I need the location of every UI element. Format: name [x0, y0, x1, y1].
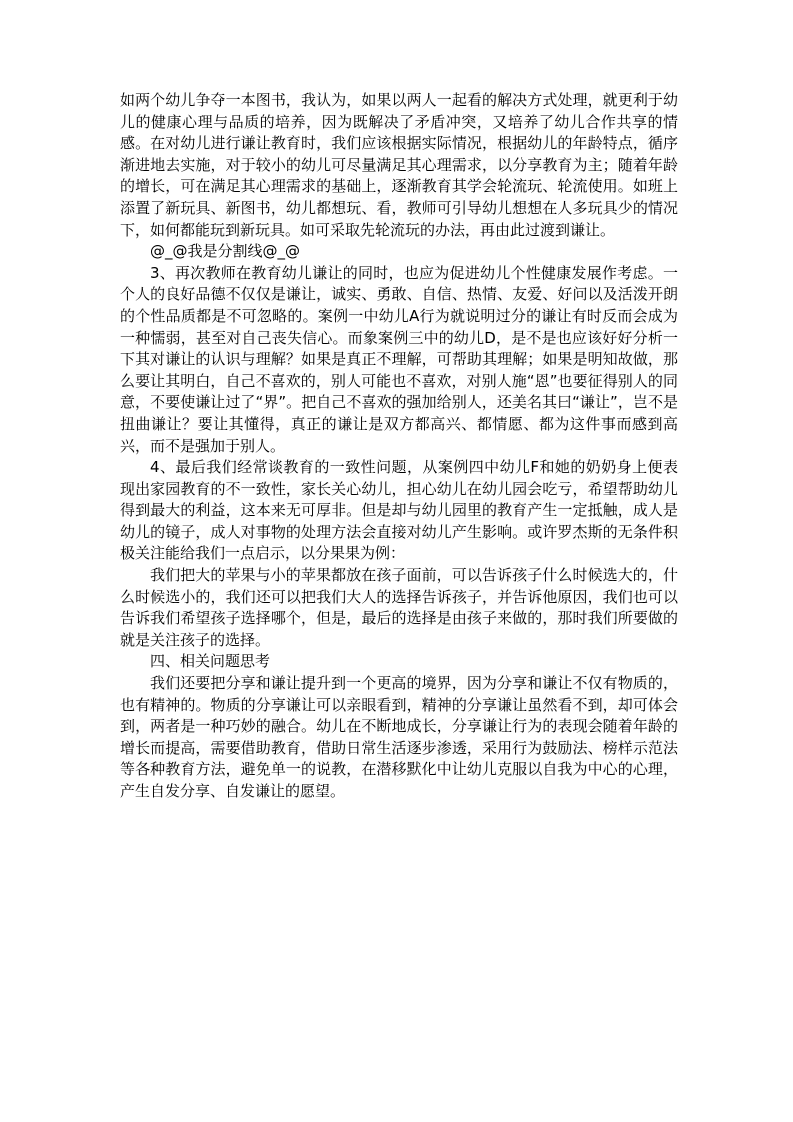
paragraph-point-3: 3、再次教师在教育幼儿谦让的同时，也应为促进幼儿个性健康发展作考虑。一个人的良好品德不仅仅是谦让，诚实、勇敢、自信、热情、友爱、好问以及活泼开朗的个性品质都是不可忽略的。案例一中幼儿A行为就说明过分的谦让有时反而会成为一种懦弱，甚至对自己丧失信心。而象案例三中的幼儿D，是不是也应该好好分析一下其对谦让的认识与理解？如果是真正不理解，可帮助其理解；如果是明知故做，那么要让其明白，自己不喜欢的，别人可能也不喜欢，对别人施“恩”也要征得别人的同意，不要使谦让过了“界”。把自己不喜欢的强加给别人，还美名其曰“谦让”，岂不是扭曲谦让？要让其懂得，真正的谦让是双方都高兴、都情愿、都为这件事而感到高兴，而不是强加于别人。 — [120, 263, 678, 455]
document-body — [120, 90, 678, 803]
paragraph-apple-example: 我们把大的苹果与小的苹果都放在孩子面前，可以告诉孩子什么时候选大的，什么时候选小的，我们还可以把我们大人的选择告诉孩子，并告诉他原因，我们也可以告诉我们希望孩子选择哪个，但是，最后的选择是由孩子来做的，那时我们所要做的就是关注孩子的选择。 — [120, 566, 678, 649]
section-divider: @_@我是分割线@_@ — [150, 242, 301, 261]
paragraph-conclusion: 我们还要把分享和谦让提升到一个更高的境界，因为分享和谦让不仅有物质的，也有精神的。物质的分享谦让可以亲眼看到，精神的分享谦让虽然看不到，却可体会到，两者是一种巧妙的融合。幼儿在不断地成长，分享谦让行为的表现会随着年龄的增长而提高，需要借助教育，借助日常生活逐步渗透，采用行为鼓励法、榜样示范法等各种教育方法，避免单一的说教，在潜移默化中让幼儿克服以自我为中心的心理，产生自发分享、自发谦让的愿望。 — [120, 674, 678, 800]
section-heading: 四、相关问题思考 — [150, 652, 271, 671]
paragraph-point-4: 4、最后我们经常谈教育的一致性问题，从案例四中幼儿F和她的奶奶身上便表现出家园教育的不一致性，家长关心幼儿，担心幼儿在幼儿园会吃亏，希望帮助幼儿得到最大的利益，这本来无可厚非。但是却与幼儿园里的教育产生一定抵触，成人是幼儿的镜子，成人对事物的处理方法会直接对幼儿产生影响。或许罗杰斯的无条件积极关注能给我们一点启示，以分果果为例： — [120, 458, 678, 563]
paragraph-continuation: 如两个幼儿争夺一本图书，我认为，如果以两人一起看的解决方式处理，就更利于幼儿的健康心理与品质的培养，因为既解决了矛盾冲突，又培养了幼儿合作共享的情感。在对幼儿进行谦让教育时，我们应该根据实际情况，根据幼儿的年龄特点，循序渐进地去实施，对于较小的幼儿可尽量满足其心理需求，以分享教育为主；随着年龄的增长，可在满足其心理需求的基础上，逐渐教育其学会轮流玩、轮流使用。如班上添置了新玩具、新图书，幼儿都想玩、看，教师可引导幼儿想想在人多玩具少的情况下，如何都能玩到新玩具。如可采取先轮流玩的办法，再由此过渡到谦让。 — [120, 91, 678, 239]
